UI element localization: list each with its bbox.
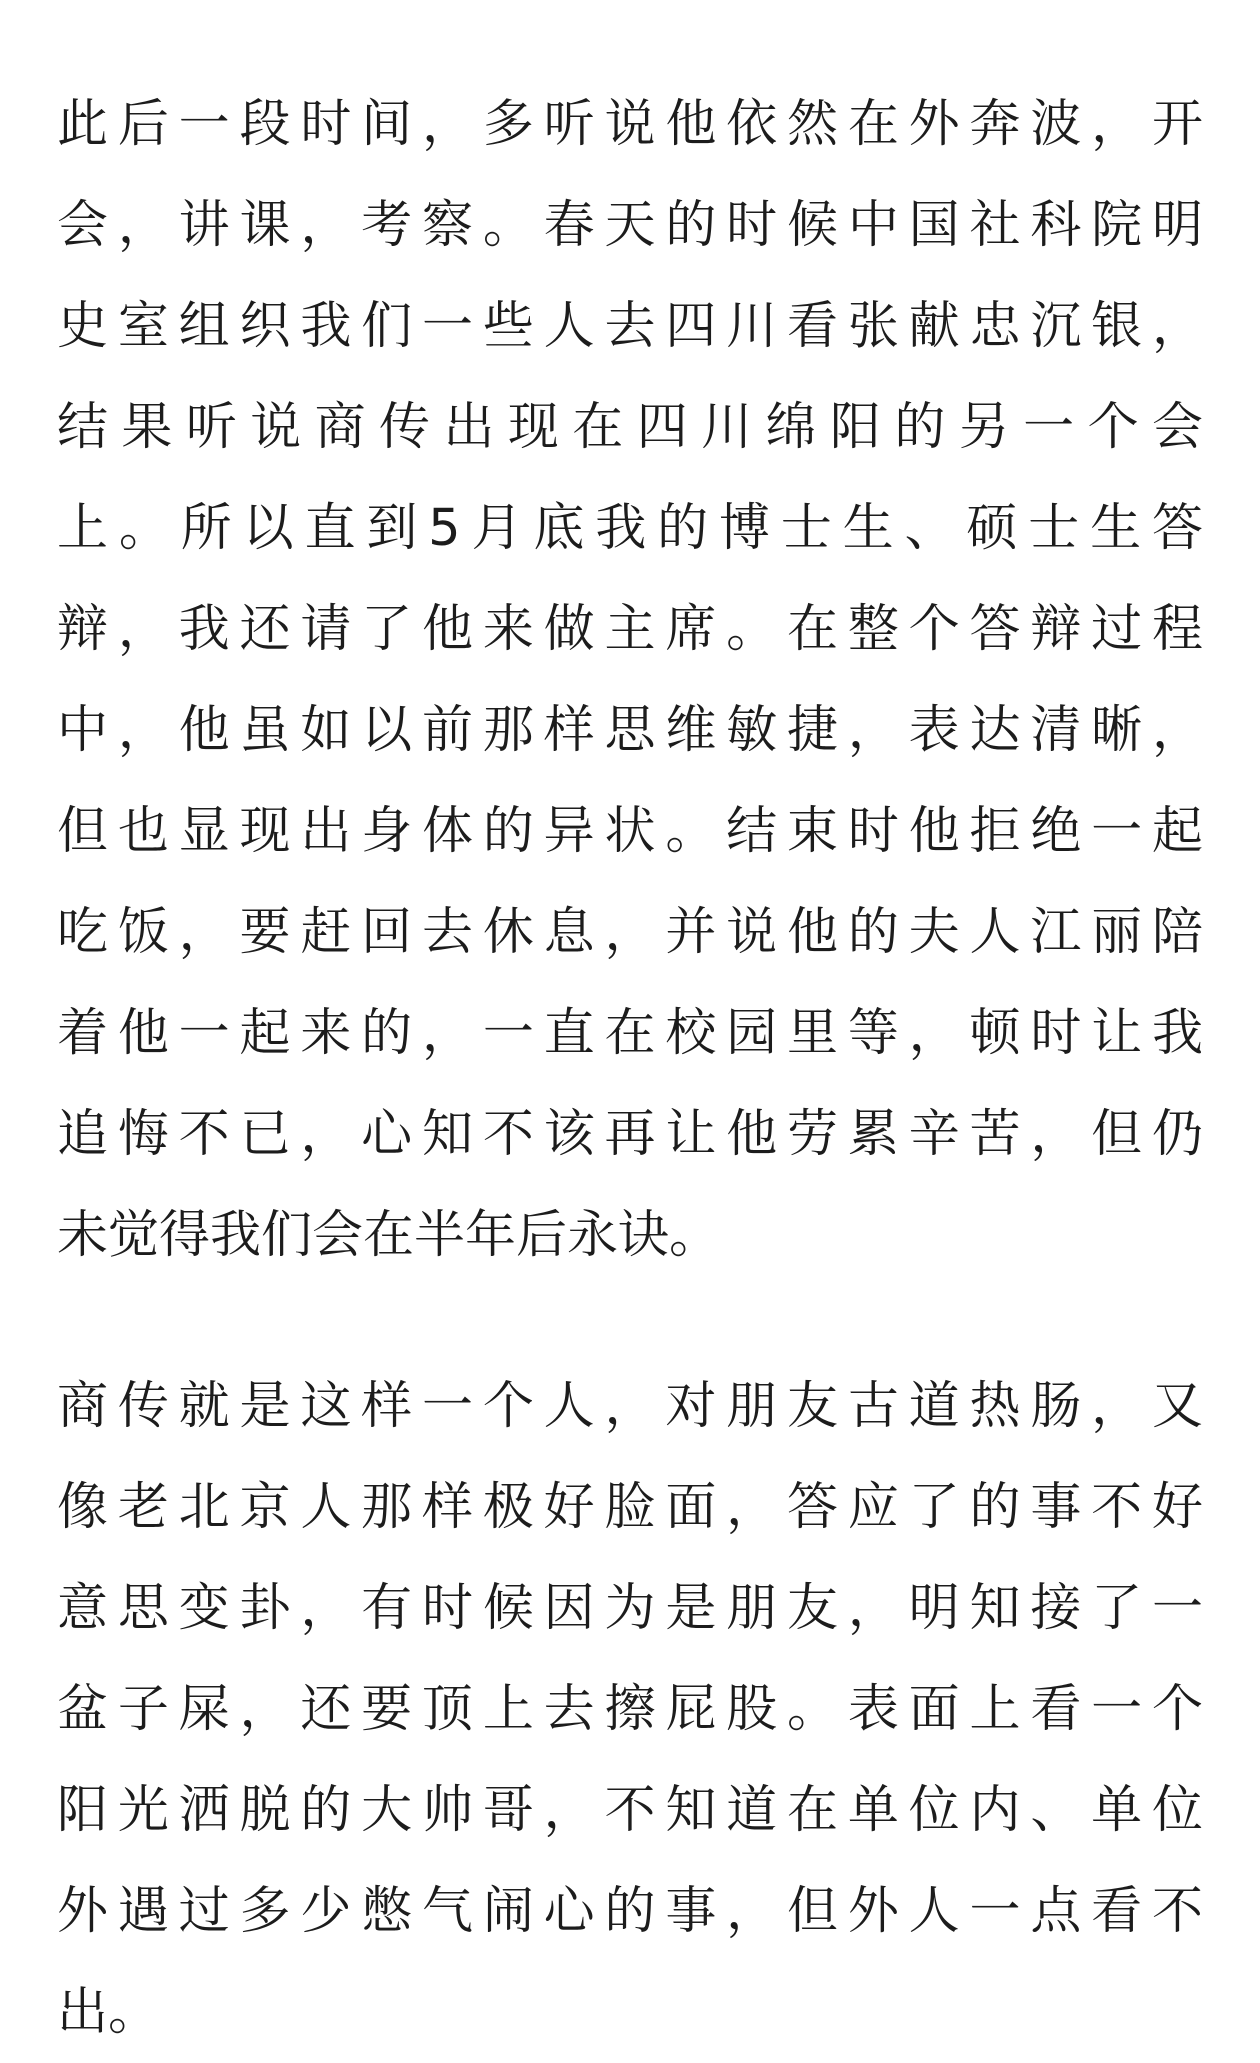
text-line: 辩，我还请了他来做主席。在整个答辩过程 [57, 600, 1203, 659]
text-line: 会，讲课，考察。春天的时候中国社科院明 [57, 196, 1203, 255]
text-line: 像老北京人那样极好脸面，答应了的事不好 [57, 1478, 1203, 1537]
text-line: 商传就是这样一个人，对朋友古道热肠，又 [57, 1377, 1203, 1436]
text-line: 结果听说商传出现在四川绵阳的另一个会 [57, 398, 1203, 457]
text-line: 着他一起来的，一直在校园里等，顿时让我 [57, 1004, 1203, 1063]
text-line: 吃饭，要赶回去休息，并说他的夫人江丽陪 [57, 903, 1203, 962]
text-line: 未觉得我们会在半年后永诀。 [57, 1206, 721, 1265]
text-line: 盆子屎，还要顶上去擦屁股。表面上看一个 [57, 1680, 1203, 1739]
paragraph-1 [57, 74, 1203, 1286]
text-line: 史室组织我们一些人去四川看张献忠沉银， [57, 297, 1203, 356]
text-line: 追悔不已，心知不该再让他劳累辛苦，但仍 [57, 1105, 1203, 1164]
text-line: 阳光洒脱的大帅哥，不知道在单位内、单位 [57, 1781, 1203, 1840]
text-line: 外遇过多少憋气闹心的事，但外人一点看不 [57, 1882, 1203, 1941]
text-line: 出。 [57, 1983, 160, 2042]
text-line: 中，他虽如以前那样思维敏捷，表达清晰， [57, 701, 1203, 760]
text-line: 此后一段时间，多听说他依然在外奔波，开 [57, 95, 1203, 154]
paragraph-2 [57, 1356, 1203, 2063]
text-line: 但也显现出身体的异状。结束时他拒绝一起 [57, 802, 1203, 861]
paragraph-spacer [57, 1286, 1203, 1356]
text-line: 意思变卦，有时候因为是朋友，明知接了一 [57, 1579, 1203, 1638]
text-line: 上。所以直到5月底我的博士生、硕士生答 [57, 499, 1203, 558]
